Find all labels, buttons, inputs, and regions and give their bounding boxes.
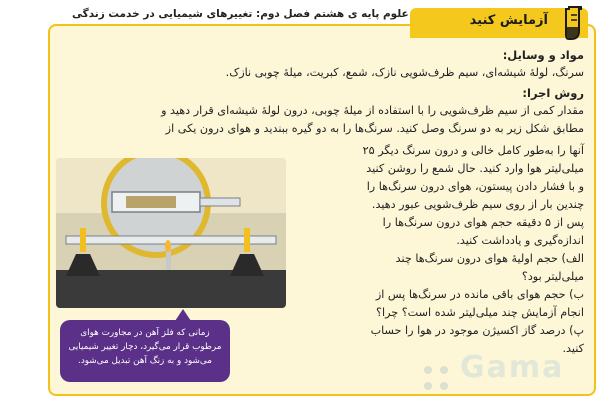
materials-text: سرنگ، لولهٔ شیشه‌ای، سیم ظرف‌شویی نازک، شمع، کبریت، میلهٔ چوبی نازک. [225, 66, 584, 79]
question-c-line-1: پ) درصد گاز اکسیژن موجود در هوا را حساب [370, 324, 584, 337]
method-line-2: مطابق شکل زیر به دو سرنگ وصل کنید. سرنگ‌ها را به دو گیره ببندید و هوای درون یکی از [165, 122, 584, 135]
watermark-logo-icon [420, 362, 452, 394]
experiment-photo [56, 158, 286, 308]
syringe-apparatus-illustration [56, 158, 286, 308]
question-a-line-1: الف) حجم اولیهٔ هوای درون سرنگ‌ها چند [395, 252, 584, 265]
question-b-line-2: انجام آزمایش چند میلی‌لیتر شده است؟ چرا؟ [376, 306, 584, 319]
method-wrap-1: آنها را به‌طور کامل خالی و درون سرنگ دیگر ۲۵ [362, 144, 584, 157]
info-callout: زمانی که فلز آهن در مجاورت هوای مرطوب قرار می‌گیرد، دچار تغییر شیمیایی می‌شود و به زنگ آهن تبدیل می‌شود. [60, 320, 230, 382]
materials-heading: مواد و وسایل: [502, 48, 584, 62]
question-a-line-2: میلی‌لیتر بود؟ [521, 270, 584, 283]
method-continued [322, 142, 584, 358]
method-heading: روش اجرا: [522, 86, 584, 100]
beaker-icon [560, 3, 590, 43]
watermark-text: Gama [460, 350, 565, 385]
method-wrap-5: پس از ۵ دقیقه حجم هوای درون سرنگ‌ها را [382, 216, 584, 229]
materials-and-method [64, 44, 584, 138]
page-header: علوم پایه ی هشتم فصل دوم: تغییرهای شیمیایی در خدمت زندگی [72, 8, 409, 20]
method-wrap-3: و با فشار دادن پیستون، هوای درون سرنگ‌ها را [366, 180, 584, 193]
method-wrap-2: میلی‌لیتر هوا وارد کنید. حال شمع را روشن کنید [366, 162, 584, 175]
method-wrap-4: چندین بار از روی سیم ظرف‌شویی عبور دهید. [371, 198, 584, 211]
section-title: آزمایش کنید [469, 13, 548, 28]
method-line-1: مقدار کمی از سیم ظرف‌شویی را با استفاده از میلهٔ چوبی، درون لولهٔ شیشه‌ای قرار دهید و [161, 104, 584, 117]
question-c-line-2: کنید. [562, 342, 584, 355]
question-b-line-1: ب) حجم هوای باقی مانده در سرنگ‌ها پس از [375, 288, 584, 301]
method-wrap-6: اندازه‌گیری و یادداشت کنید. [456, 234, 584, 247]
